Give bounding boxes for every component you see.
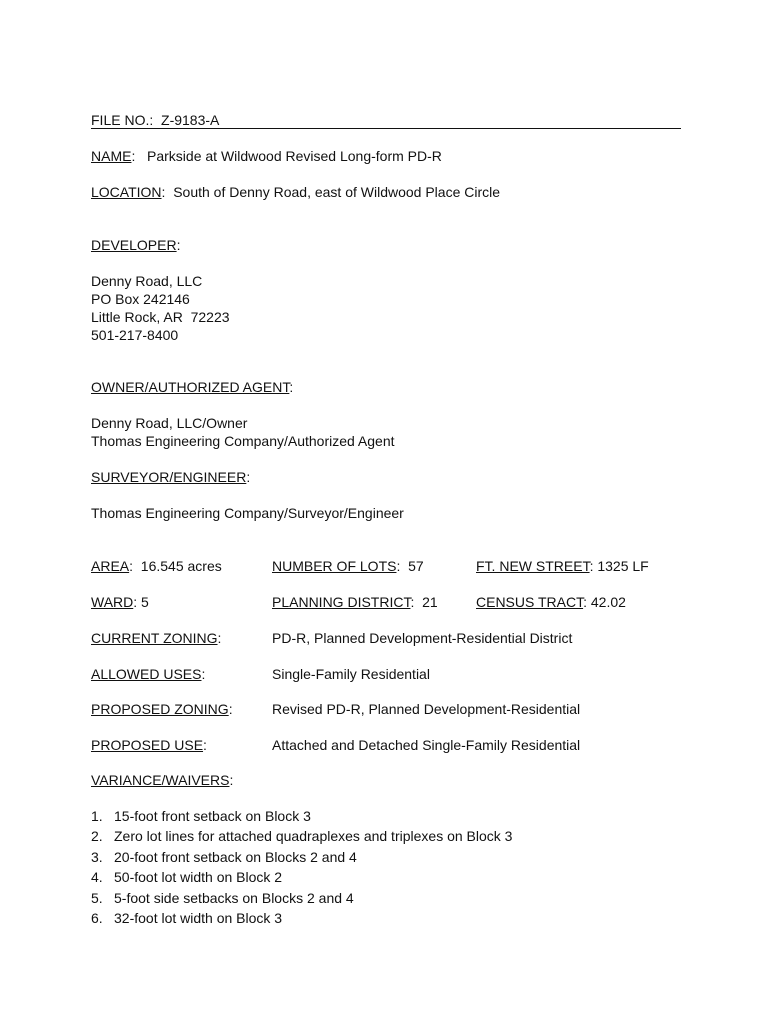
name-row: NAME: Parkside at Wildwood Revised Long-form PD-R	[91, 148, 442, 164]
location-row: LOCATION: South of Denny Road, east of Wildwood Place Circle	[91, 184, 501, 200]
allowed-uses-label-cell: ALLOWED USES:	[91, 666, 206, 682]
proposed-zoning-value: Revised PD-R, Planned Development-Residential	[272, 701, 581, 717]
list-item	[91, 806, 512, 826]
allowed-uses-label: ALLOWED USES	[91, 666, 202, 682]
surveyor-heading: SURVEYOR/ENGINEER:	[91, 469, 251, 485]
area-field: AREA: 16.545 acres	[91, 558, 222, 574]
census-value: 42.02	[590, 594, 626, 610]
street-label: FT. NEW STREET	[476, 558, 590, 574]
list-item-text: 50-foot lot width on Block 2	[114, 869, 283, 886]
list-item	[91, 888, 512, 908]
list-item-text: 20-foot front setback on Blocks 2 and 4	[114, 848, 357, 865]
owner-agent-label: OWNER/AUTHORIZED AGENT	[91, 379, 290, 395]
file-number-line	[91, 111, 681, 129]
list-item	[91, 908, 512, 928]
file-number-label: FILE NO.:	[91, 112, 154, 128]
proposed-use-value: Attached and Detached Single-Family Residential	[272, 737, 581, 753]
lots-field: NUMBER OF LOTS: 57	[272, 558, 424, 574]
list-item	[91, 847, 512, 867]
proposed-zoning-label-cell: PROPOSED ZONING:	[91, 701, 233, 717]
file-number-value: Z-9183-A	[161, 112, 220, 128]
census-field: CENSUS TRACT: 42.02	[476, 594, 626, 610]
list-item-text: Zero lot lines for attached quadraplexes and triplexes on Block 3	[114, 828, 513, 845]
surveyor-label: SURVEYOR/ENGINEER	[91, 469, 247, 485]
ward-value: 5	[141, 594, 149, 610]
planning-value: 21	[422, 594, 438, 610]
surveyor-details	[91, 504, 404, 522]
ward-label: WARD	[91, 594, 134, 610]
list-item-number: 5.	[91, 889, 103, 906]
developer-line: Little Rock, AR 72223	[91, 309, 230, 325]
owner-agent-line: Thomas Engineering Company/Authorized Agent	[91, 433, 395, 449]
owner-agent-details	[91, 414, 395, 450]
owner-agent-line: Denny Road, LLC/Owner	[91, 415, 248, 431]
ward-field: WARD: 5	[91, 594, 149, 610]
developer-line: 501-217-8400	[91, 327, 179, 343]
planning-label: PLANNING DISTRICT	[272, 594, 411, 610]
list-item-number: 4.	[91, 869, 103, 886]
list-item-text: 5-foot side setbacks on Blocks 2 and 4	[114, 889, 354, 906]
name-value: Parkside at Wildwood Revised Long-form PD-R	[147, 148, 442, 164]
developer-line: PO Box 242146	[91, 291, 190, 307]
developer-line: Denny Road, LLC	[91, 273, 203, 289]
list-item-text: 15-foot front setback on Block 3	[114, 808, 311, 824]
proposed-use-label-cell: PROPOSED USE:	[91, 737, 207, 753]
lots-value: 57	[408, 558, 424, 574]
street-field: FT. NEW STREET: 1325 LF	[476, 558, 649, 574]
planning-field: PLANNING DISTRICT: 21	[272, 594, 438, 610]
list-item-number: 6.	[91, 909, 103, 926]
developer-heading: DEVELOPER:	[91, 237, 181, 253]
list-item-number: 2.	[91, 828, 103, 845]
census-label: CENSUS TRACT	[476, 594, 584, 610]
location-label: LOCATION	[91, 184, 162, 200]
developer-label: DEVELOPER	[91, 237, 177, 253]
list-item-text: 32-foot lot width on Block 3	[114, 909, 283, 926]
proposed-use-label: PROPOSED USE	[91, 737, 204, 753]
current-zoning-value: PD-R, Planned Development-Residential District	[272, 630, 573, 646]
allowed-uses-value: Single-Family Residential	[272, 666, 430, 682]
variances-list	[91, 806, 512, 928]
list-item-number: 1.	[91, 808, 103, 824]
list-item-number: 3.	[91, 848, 103, 865]
location-value: South of Denny Road, east of Wildwood Place Circle	[173, 184, 501, 200]
proposed-zoning-label: PROPOSED ZONING	[91, 701, 229, 717]
variances-heading: VARIANCE/WAIVERS:	[91, 772, 234, 788]
surveyor-line: Thomas Engineering Company/Surveyor/Engineer	[91, 505, 404, 521]
area-label: AREA	[91, 558, 130, 574]
current-zoning-label-cell: CURRENT ZONING:	[91, 630, 222, 646]
developer-address	[91, 272, 230, 344]
owner-agent-heading: OWNER/AUTHORIZED AGENT:	[91, 379, 294, 395]
street-value: 1325 LF	[597, 558, 649, 574]
name-label: NAME	[91, 148, 132, 164]
current-zoning-label: CURRENT ZONING	[91, 630, 218, 646]
variances-label: VARIANCE/WAIVERS	[91, 772, 230, 788]
area-value: 16.545 acres	[140, 558, 222, 574]
lots-label: NUMBER OF LOTS	[272, 558, 397, 574]
list-item	[91, 826, 512, 846]
list-item	[91, 867, 512, 887]
